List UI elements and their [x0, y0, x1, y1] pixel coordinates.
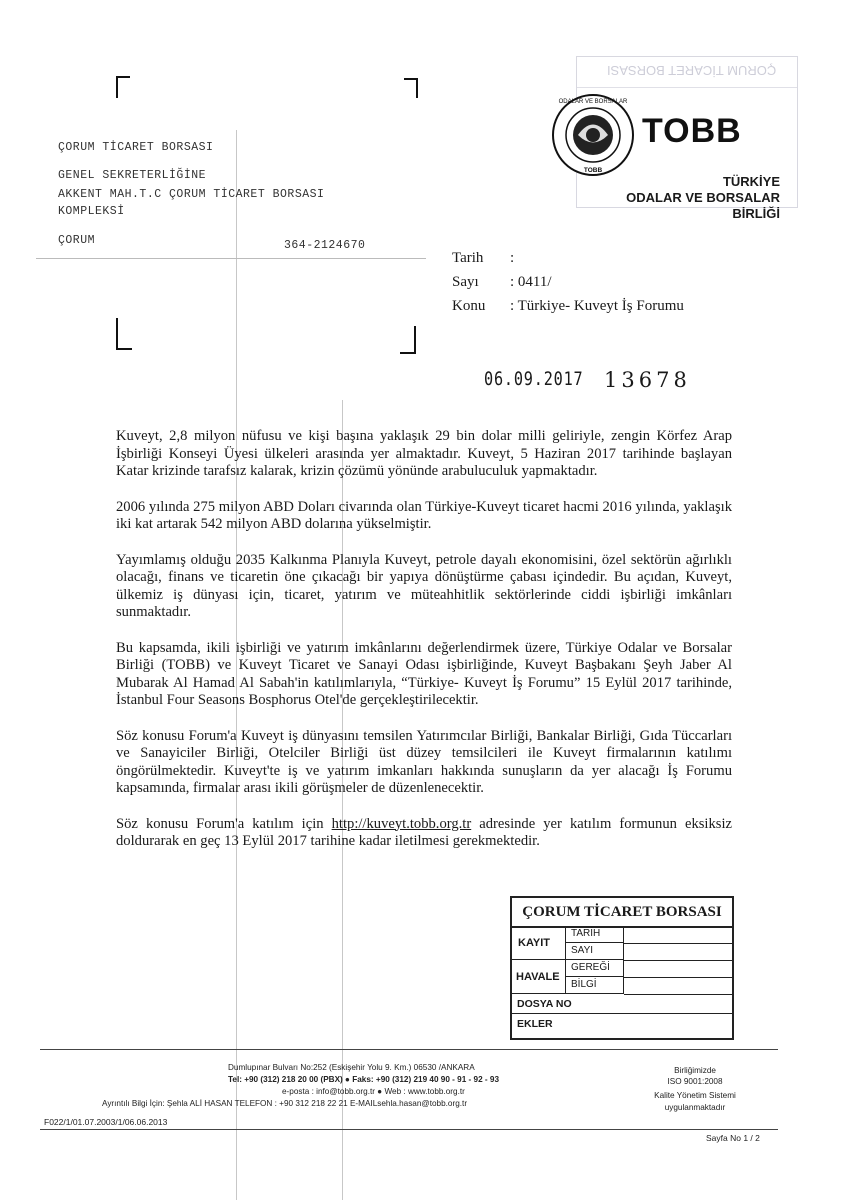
faint-stamp-rule	[577, 87, 797, 88]
received-number: 13678	[604, 368, 691, 392]
stamp-geregi-field	[624, 960, 732, 978]
subject-label: Konu	[452, 298, 486, 314]
tobb-name-line-1: TÜRKİYE	[722, 174, 780, 189]
address-phone: 364-2124670	[284, 239, 366, 252]
tobb-seal-icon	[550, 92, 636, 178]
stamp-title: ÇORUM TİCARET BORSASI	[512, 898, 732, 928]
stamp-tarih-field	[624, 926, 732, 944]
stamp-geregi-label: GEREĞİ	[566, 960, 624, 977]
svg-text:TOBB: TOBB	[583, 167, 603, 174]
paragraph-6	[116, 816, 732, 851]
address-city: ÇORUM	[58, 234, 96, 247]
registry-stamp	[510, 896, 734, 1040]
stamp-kayit-label: KAYIT	[512, 926, 566, 960]
letter-body	[116, 428, 732, 869]
forum-link[interactable]: http://kuveyt.tobb.org.tr	[331, 815, 472, 832]
footer-rule-bottom	[40, 1129, 778, 1130]
paragraph-4: Bu kapsamda, ikili işbirliği ve yatırım imkânlarını değerlendirmek üzere, Türkiye Odalar ve Borsalar Birliği (TOBB) ve Kuveyt Ticaret ve Sanayi Odası işbirliğinde, Kuveyt Başbakanı Şeyh Jaber Al Mubarak Al Hamad Al Sabah'in katılımlarıyla, “Türkiye- Kuveyt İş Forumu” 15 Eylül 2017 tarihinde, İstanbul Four Seasons Bosphorus Otel'de gerçekleştirilecektir.	[116, 639, 732, 708]
faint-stamp-title: ÇORUM TİCARET BORSASI	[607, 63, 777, 78]
footer-rule	[40, 1049, 778, 1050]
stamp-tarih-label: TARİH	[566, 926, 624, 943]
stamp-havale-label: HAVALE	[512, 960, 566, 994]
stamp-bilgi-field	[624, 977, 732, 995]
footer-email-web: e-posta : info@tobb.org.tr ● Web : www.tobb.org.tr	[282, 1087, 465, 1096]
paragraph-3: Yayımlamış olduğu 2035 Kalkınma Planıyla Kuveyt, petrole dayalı ekonomisini, özel sektörün ağırlıklı olacağı, finans ve ticaretin öne çıkacağı bir yapıya dönüştürme çabası içindedir. Bu açıdan, Kuveyt, ülkemiz iş dünyası için, ticaret, yatırım ve müteahhitlik sektörlerinde ciddi işbirliği imkânları sunmaktadır.	[116, 551, 732, 620]
envelope-corner-bottom-right	[400, 326, 416, 354]
received-date: 06.09.2017	[484, 368, 584, 390]
iso-line-2: ISO 9001:2008	[667, 1077, 723, 1086]
date-label: Tarih	[452, 250, 484, 266]
stamp-sayi-field	[624, 943, 732, 961]
envelope-corner-top-left	[116, 76, 130, 98]
number-label: Sayı	[452, 274, 479, 290]
footer-phone: Tel: +90 (312) 218 20 00 (PBX) ● Faks: +90 (312) 219 40 90 - 91 - 92 - 93	[228, 1075, 500, 1084]
address-line-3: AKKENT MAH.T.C ÇORUM TİCARET BORSASI	[58, 188, 325, 201]
envelope-corner-bottom-left	[116, 318, 132, 350]
address-line-1: ÇORUM TİCARET BORSASI	[58, 141, 214, 154]
iso-line-3: Kalite Yönetim Sistemi	[654, 1091, 736, 1100]
tobb-logo	[550, 92, 790, 222]
iso-line-4: uygulanmaktadır	[664, 1103, 726, 1112]
svg-text:ODALAR VE BORSALAR: ODALAR VE BORSALAR	[558, 99, 628, 105]
address-divider	[36, 258, 426, 259]
paragraph-1: Kuveyt, 2,8 milyon nüfusu ve kişi başına yaklaşık 29 bin dolar milli geliriyle, zengin Körfez Arap İşbirliği Konseyi Üyesi ülkeleri arasında yer almaktadır. Kuveyt, 5 Haziran 2017 tarihinde başlayan Katar krizinde tarafsız kalarak, krizin çözümü yönünde arabuluculuk yapmaktadır.	[116, 428, 732, 479]
stamp-sayi-label: SAYI	[566, 943, 624, 960]
tobb-name-line-2: ODALAR VE BORSALAR	[626, 190, 780, 205]
iso-line-1: Birliğimizde	[674, 1066, 716, 1075]
date-separator: :	[510, 250, 515, 266]
paragraph-5: Söz konusu Forum'a Kuveyt iş dünyasını temsilen Yatırımcılar Birliği, Bankalar Birliği, Gıda Tüccarları ve Sanayiciler Birliği, Otelciler Birliği üst düzey temsilcileri ile Kuveyt firmalarının katılımı öngörülmektedir. Kuveyt'te iş ve yatırım imkanları hakkında sunuşların da yer alacağı İş Forumu kapsamında, firmalar arası ikili görüşmeler de düzenlenecektir.	[116, 727, 732, 796]
paragraph-6-text-b: adresinde yer katılım formunun eksiksiz doldurarak en geç 13 Eylül 2017 tarihine kadar iletilmesi gerekmektedir.	[116, 815, 732, 849]
footer-contact: Ayrıntılı Bilgi İçin: Şehla ALİ HASAN TELEFON : +90 312 218 22 21 E-MAILsehla.hasan@tobb.org.tr	[102, 1099, 468, 1108]
tobb-brand-text: TOBB	[642, 112, 742, 150]
footer-address: Dumlupınar Bulvarı No:252 (Eskişehir Yolu 9. Km.) 06530 /ANKARA	[228, 1063, 475, 1072]
paragraph-6-text-a: Söz konusu Forum'a katılım için	[116, 815, 332, 832]
envelope-corner-top-right	[404, 78, 418, 98]
form-code: F022/1/01.07.2003/1/06.06.2013	[44, 1117, 168, 1127]
page-number: Sayfa No 1 / 2	[706, 1133, 760, 1143]
tobb-name-line-3: BİRLİĞİ	[732, 206, 780, 221]
address-line-4: KOMPLEKSİ	[58, 205, 125, 218]
number-value: : 0411/	[510, 274, 552, 290]
paragraph-2: 2006 yılında 275 milyon ABD Doları civarında olan Türkiye-Kuveyt ticaret hacmi 2016 yılında, yaklaşık iki kat artarak 542 milyon ABD dolarına yükselmiştir.	[116, 498, 732, 532]
subject-value: : Türkiye- Kuveyt İş Forumu	[510, 298, 684, 314]
stamp-dosya-no-label: DOSYA NO	[512, 994, 732, 1014]
stamp-ekler-label: EKLER	[517, 1018, 553, 1030]
stamp-bilgi-label: BİLGİ	[566, 977, 624, 994]
address-line-2: GENEL SEKRETERLİĞİNE	[58, 169, 207, 182]
